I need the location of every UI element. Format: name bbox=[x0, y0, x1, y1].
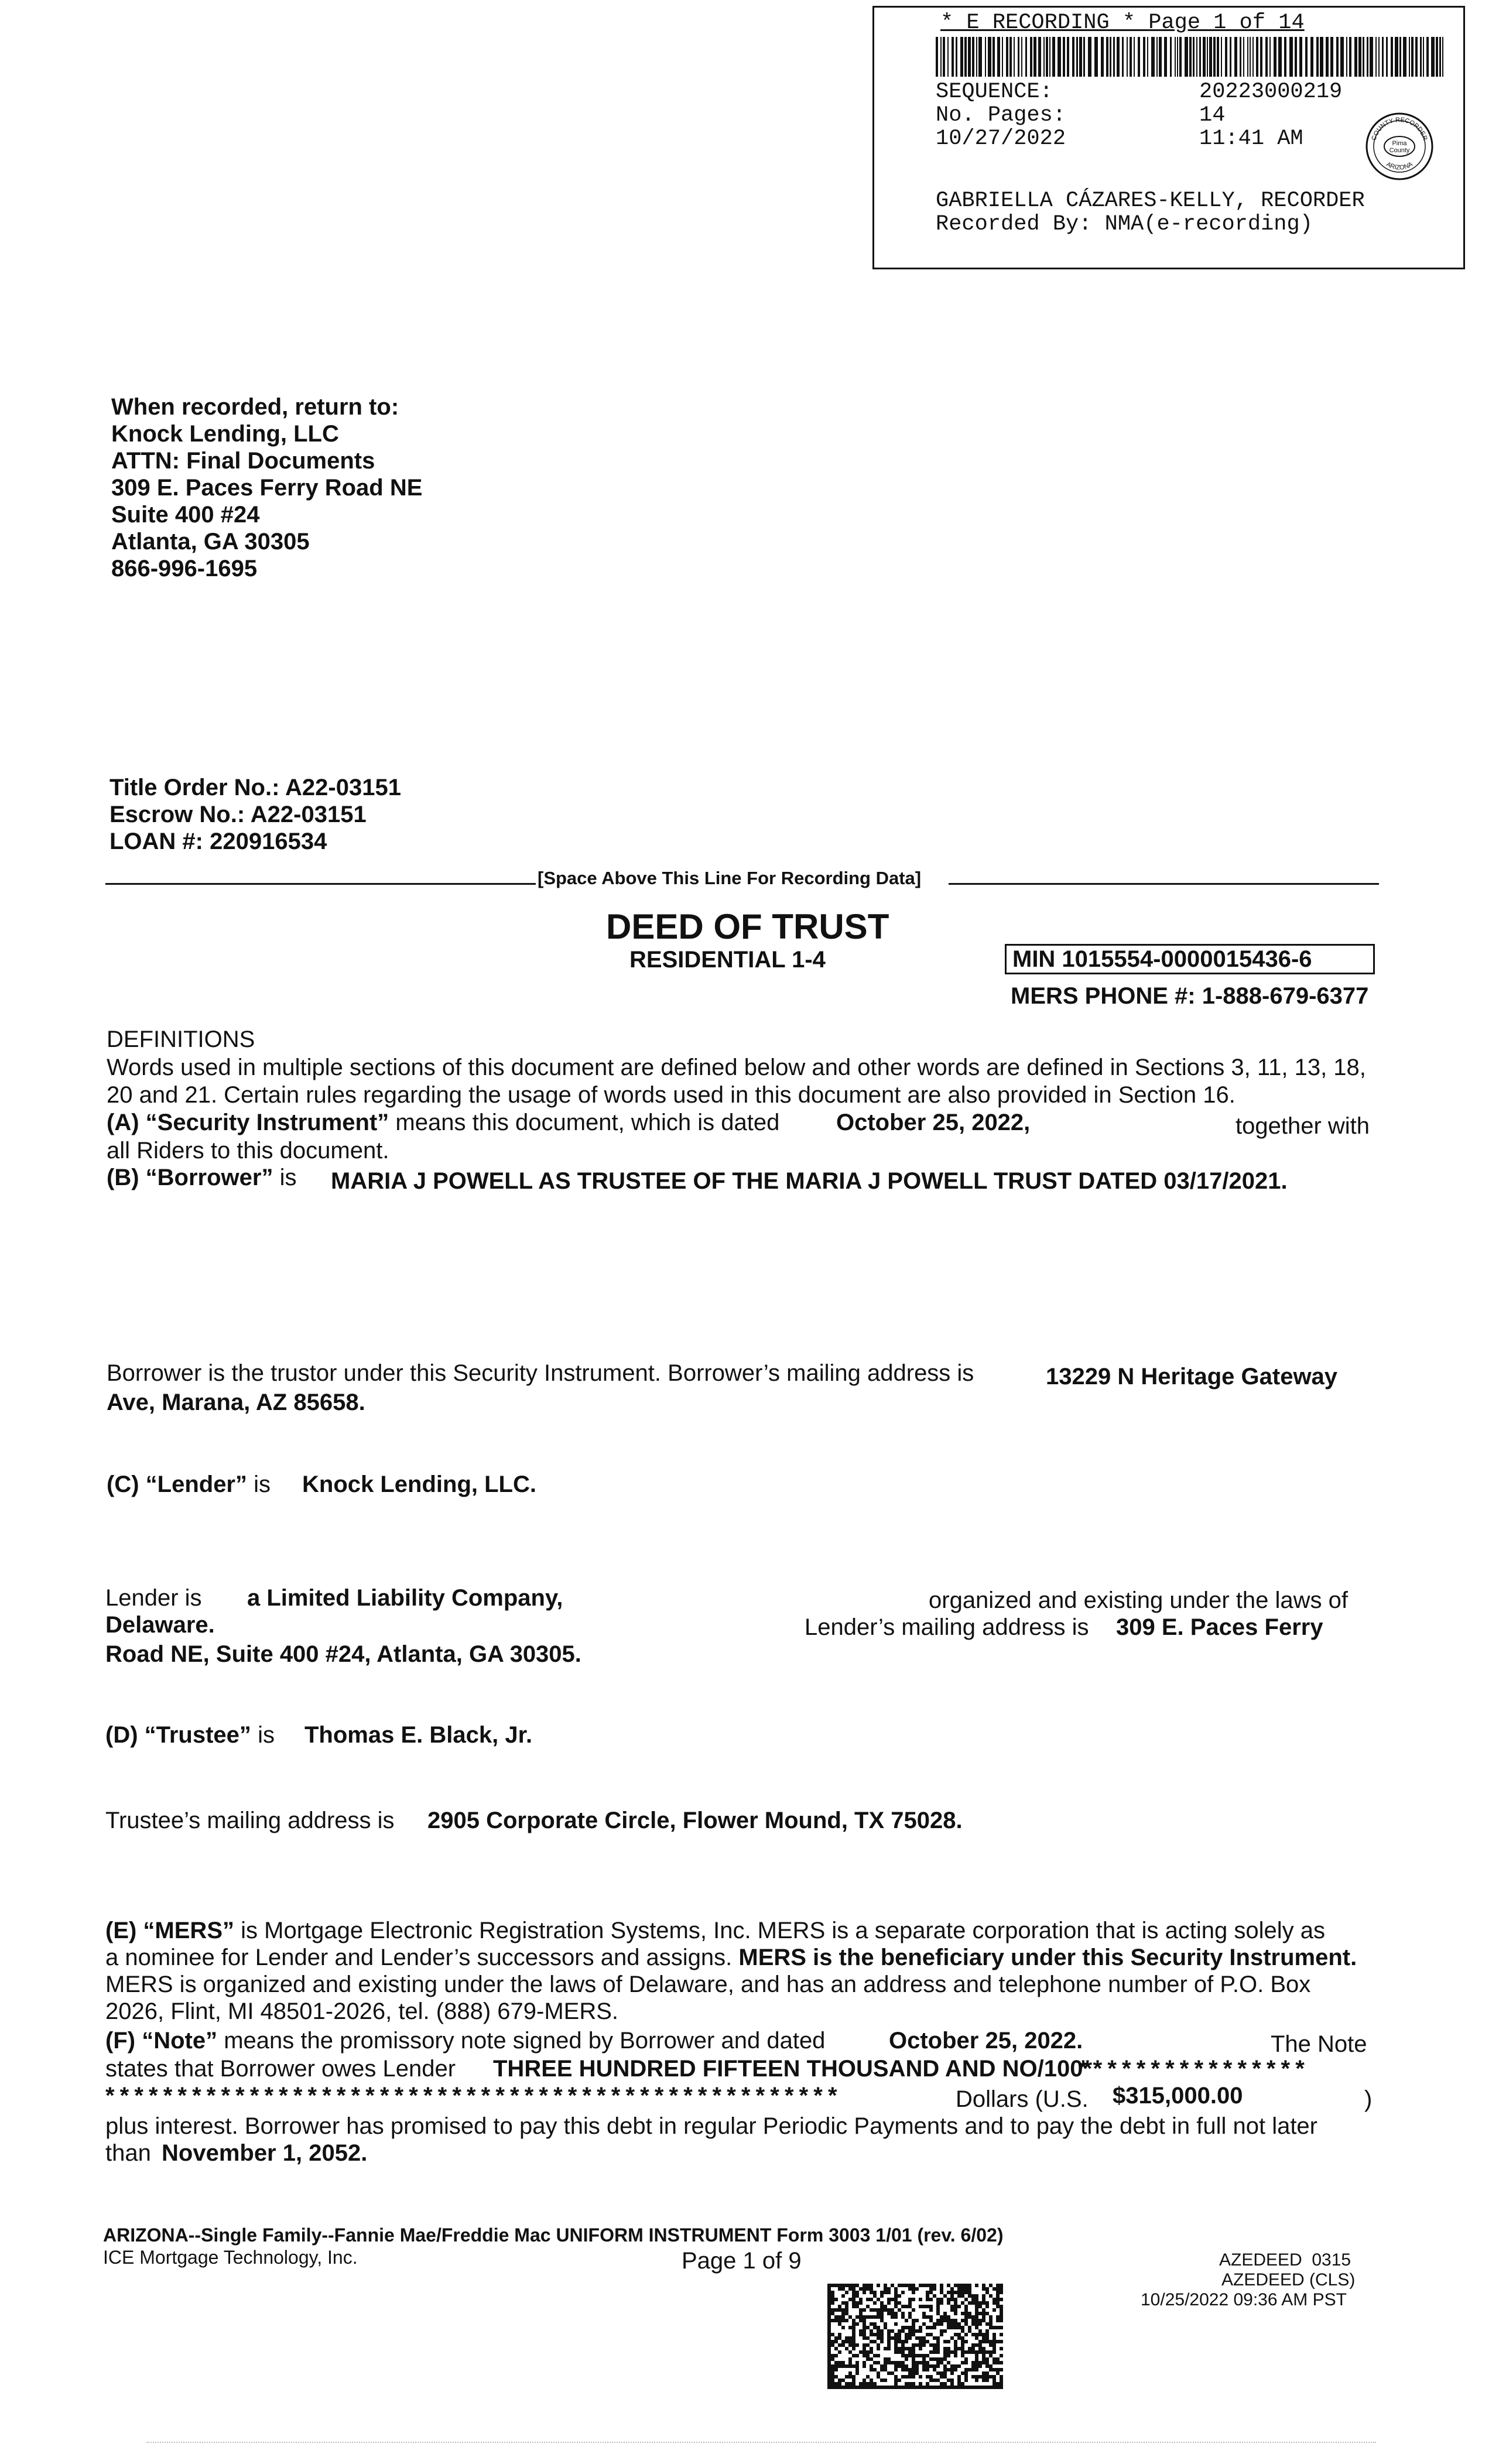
definition-e-text-1: is Mortgage Electronic Registration Systems, Inc. MERS is a separate corporation that is acting solely as bbox=[241, 1918, 1326, 1943]
sequence-value: 20223000219 bbox=[1199, 80, 1343, 104]
footer-form-title: ARIZONA--Single Family--Fannie Mae/Freddie Mac UNIFORM INSTRUMENT Form 3003 1/01 (rev. 6/02) bbox=[103, 2225, 1004, 2246]
lender-is-text: Lender is bbox=[105, 1585, 202, 1611]
definitions-intro: Words used in multiple sections of this document are defined below and other words are defined in Sections 3, 11, 13, 18, 20 and 21. Certain rules regarding the usage of words used in this document are also provided in Section 16. bbox=[107, 1055, 1366, 1108]
definition-e-text-2a: a nominee for Lender and Lender’s successors and assigns. bbox=[105, 1945, 733, 1970]
lender-name: Knock Lending, LLC. bbox=[302, 1471, 536, 1497]
trustee-name: Thomas E. Black, Jr. bbox=[304, 1722, 533, 1748]
recorded-by: Recorded By: NMA(e-recording) bbox=[936, 212, 1313, 237]
footer-form-code-2: AZEDEED (CLS) bbox=[1221, 2270, 1356, 2290]
seal-top-text: COUNTY RECORDER bbox=[1370, 116, 1429, 142]
document-subtitle: RESIDENTIAL 1-4 bbox=[629, 947, 826, 973]
recording-time: 11:41 AM bbox=[1199, 126, 1303, 151]
definition-a-tail: together with bbox=[1236, 1113, 1370, 1139]
return-to-line: Suite 400 #24 bbox=[111, 502, 260, 528]
dollars-us-text: Dollars (U.S. bbox=[956, 2086, 1089, 2112]
lender-mailing-text: Lender’s mailing address is bbox=[805, 1614, 1089, 1640]
county-seal-icon bbox=[1364, 111, 1435, 182]
sequence-label: SEQUENCE: bbox=[936, 80, 1053, 104]
definition-e-line-3: MERS is organized and existing under the laws of Delaware, and has an address and telephone number of P.O. Box bbox=[105, 1972, 1311, 1997]
lender-state: Delaware. bbox=[105, 1612, 215, 1638]
definition-e-line-1 bbox=[105, 1917, 1325, 1944]
recording-date: 10/27/2022 bbox=[936, 126, 1066, 151]
note-amount: $315,000.00 bbox=[1113, 2083, 1243, 2109]
definition-a-label: (A) “Security Instrument” bbox=[107, 1110, 389, 1135]
pages-value: 14 bbox=[1199, 103, 1226, 128]
definition-f-line-2: plus interest. Borrower has promised to pay this debt in regular Periodic Payments and to pay the debt in full not later bbox=[105, 2113, 1317, 2139]
definition-b bbox=[107, 1164, 296, 1191]
recording-header: * E RECORDING * Page 1 of 14 bbox=[940, 11, 1305, 35]
scan-artifact-line bbox=[146, 2442, 1376, 2443]
definition-e-label: (E) “MERS” bbox=[105, 1918, 234, 1943]
note-date: October 25, 2022. bbox=[889, 2028, 1083, 2054]
footer-vendor: ICE Mortgage Technology, Inc. bbox=[103, 2247, 358, 2268]
definition-b-is: is bbox=[279, 1165, 297, 1190]
datamatrix-barcode-icon bbox=[827, 2284, 1004, 2389]
definition-f-tail: The Note bbox=[1271, 2031, 1367, 2057]
security-instrument-date: October 25, 2022, bbox=[836, 1110, 1031, 1135]
definition-f-text: means the promissory note signed by Borrower and dated bbox=[224, 2028, 826, 2054]
document-title: DEED OF TRUST bbox=[606, 907, 889, 946]
footer-timestamp: 10/25/2022 09:36 AM PST bbox=[1141, 2290, 1347, 2309]
return-to-line: 866-996-1695 bbox=[111, 556, 258, 581]
recording-barcode bbox=[936, 37, 1451, 77]
escrow-number: Escrow No.: A22-03151 bbox=[109, 802, 367, 827]
definition-a-tail2: all Riders to this document. bbox=[107, 1138, 389, 1163]
definition-c bbox=[107, 1471, 271, 1498]
borrower-address-line-2: Ave, Marana, AZ 85658. bbox=[107, 1390, 365, 1415]
title-order-number: Title Order No.: A22-03151 bbox=[109, 775, 401, 800]
lender-type: a Limited Liability Company, bbox=[247, 1585, 563, 1611]
min-number-box: MIN 1015554-0000015436-6 bbox=[1005, 944, 1375, 974]
loan-number: LOAN #: 220916534 bbox=[109, 829, 327, 854]
note-amount-words: THREE HUNDRED FIFTEEN THOUSAND AND NO/100* bbox=[493, 2056, 1093, 2082]
definition-b-label: (B) “Borrower” bbox=[107, 1165, 273, 1190]
definition-f bbox=[105, 2027, 825, 2054]
stars-line-1: * * * * * * * * * * * * * * * * bbox=[1079, 2056, 1304, 2082]
amount-close-paren: ) bbox=[1364, 2086, 1373, 2112]
seal-bottom-text: ARIZONA bbox=[1385, 160, 1414, 172]
definition-a-text: means this document, which is dated bbox=[395, 1110, 780, 1135]
stars-line-2: * * * * * * * * * * * * * * * * * * * * * * * * * * * * * * * * * * * * * * * * * * * * * * * * * * * bbox=[105, 2083, 837, 2109]
space-above-label: [Space Above This Line For Recording Data] bbox=[538, 868, 922, 888]
definition-c-label: (C) “Lender” bbox=[107, 1471, 247, 1497]
borrower-address-text: Borrower is the trustor under this Security Instrument. Borrower’s mailing address is bbox=[107, 1360, 974, 1386]
return-to-line: 309 E. Paces Ferry Road NE bbox=[111, 475, 423, 501]
seal-center-2: County bbox=[1389, 147, 1410, 154]
maturity-date: November 1, 2052. bbox=[162, 2140, 368, 2166]
borrower-address-line-1: 13229 N Heritage Gateway bbox=[1046, 1364, 1338, 1390]
recording-divider-right bbox=[949, 883, 1379, 885]
definition-f-than: than bbox=[105, 2140, 151, 2166]
definition-e-text-2b: MERS is the beneficiary under this Security Instrument. bbox=[738, 1945, 1357, 1970]
return-to-heading: When recorded, return to: bbox=[111, 394, 399, 420]
footer-page-number: Page 1 of 9 bbox=[682, 2248, 802, 2274]
footer-form-code: AZEDEED 0315 bbox=[1219, 2250, 1351, 2270]
definition-d bbox=[105, 1722, 275, 1748]
pages-label: No. Pages: bbox=[936, 103, 1066, 128]
definition-d-is: is bbox=[258, 1722, 275, 1748]
return-to-line: Atlanta, GA 30305 bbox=[111, 529, 310, 555]
lender-address-line-1: 309 E. Paces Ferry bbox=[1116, 1614, 1323, 1640]
definition-a bbox=[107, 1109, 779, 1136]
return-to-line: Knock Lending, LLC bbox=[111, 421, 339, 447]
trustee-mailing-text: Trustee’s mailing address is bbox=[105, 1808, 395, 1833]
definition-f-owes: states that Borrower owes Lender bbox=[105, 2056, 456, 2082]
definition-e-line-2 bbox=[105, 1944, 1357, 1971]
definition-d-label: (D) “Trustee” bbox=[105, 1722, 251, 1748]
lender-address-line-2: Road NE, Suite 400 #24, Atlanta, GA 30305. bbox=[105, 1641, 581, 1667]
definition-f-label: (F) “Note” bbox=[105, 2028, 218, 2054]
seal-center-1: Pima bbox=[1392, 140, 1407, 147]
borrower-name: MARIA J POWELL AS TRUSTEE OF THE MARIA J POWELL TRUST DATED 03/17/2021. bbox=[331, 1168, 1288, 1194]
return-to-line: ATTN: Final Documents bbox=[111, 448, 375, 474]
definition-e-line-4: 2026, Flint, MI 48501-2026, tel. (888) 679-MERS. bbox=[105, 1998, 619, 2024]
lender-organized-text: organized and existing under the laws of bbox=[929, 1587, 1349, 1613]
definition-c-is: is bbox=[254, 1471, 271, 1497]
definitions-heading: DEFINITIONS bbox=[107, 1026, 255, 1052]
recorder-name: GABRIELLA CÁZARES-KELLY, RECORDER bbox=[936, 189, 1365, 213]
trustee-address: 2905 Corporate Circle, Flower Mound, TX 75028. bbox=[427, 1808, 963, 1833]
recording-divider-left bbox=[105, 883, 536, 885]
mers-phone: MERS PHONE #: 1-888-679-6377 bbox=[1011, 983, 1369, 1009]
